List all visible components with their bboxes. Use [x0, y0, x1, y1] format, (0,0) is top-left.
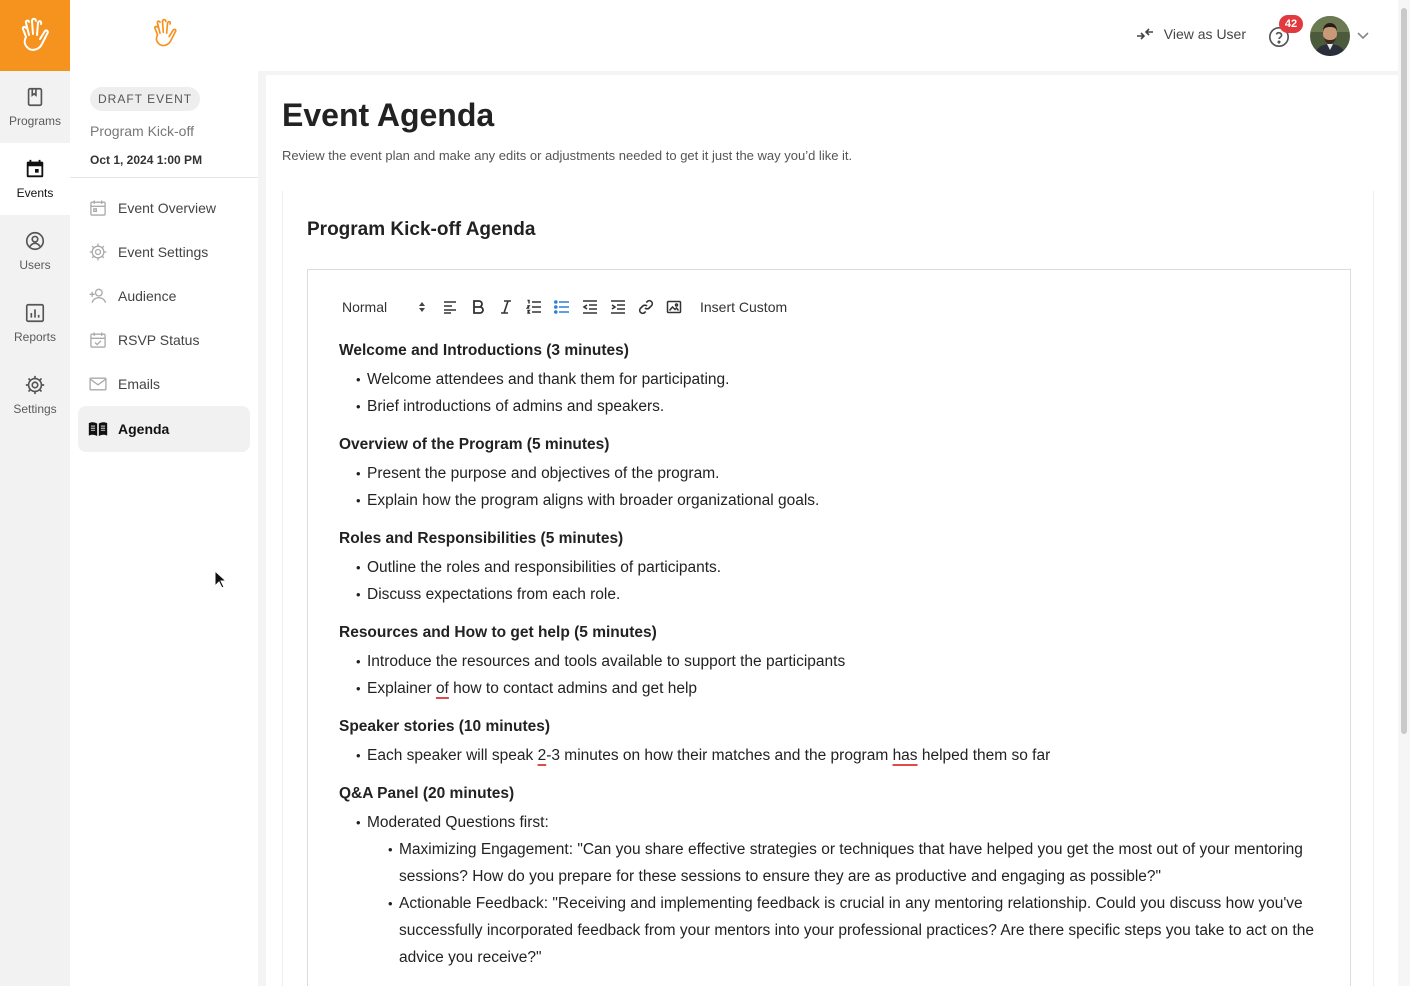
notification-badge: 42	[1279, 15, 1303, 33]
rail-item-settings[interactable]	[0, 359, 70, 431]
section-heading: Welcome and Introductions (3 minutes)	[339, 342, 629, 359]
agenda-section	[339, 524, 1319, 608]
agenda-section	[339, 712, 1319, 769]
rail-item-label: Users	[19, 258, 51, 272]
sidebar-item-label: Event Settings	[118, 244, 209, 260]
agenda-section	[339, 336, 1319, 420]
rail-item-users[interactable]	[0, 215, 70, 287]
chevron-down-icon[interactable]	[1356, 28, 1370, 42]
list-item: • Brief introductions of admins and speakers.	[339, 393, 1319, 420]
rail-item-events[interactable]	[0, 143, 70, 215]
indent-button[interactable]	[604, 296, 632, 318]
text-run: how to contact admins and get help	[448, 680, 698, 697]
user-circle-icon	[24, 230, 46, 252]
insert-custom-button[interactable]: Insert Custom	[700, 299, 788, 315]
text-run: Explainer	[367, 680, 436, 697]
sidebar-item-label: Emails	[118, 376, 161, 392]
link-button[interactable]	[632, 296, 660, 318]
top-bar	[70, 0, 1398, 71]
sidebar-item-event-overview[interactable]	[78, 186, 250, 230]
text-run: -3 minutes on how their matches and the program	[546, 747, 893, 764]
list-item	[339, 742, 1319, 769]
section-heading: Roles and Responsibilities (5 minutes)	[339, 530, 624, 547]
text-run: Each speaker will speak	[367, 747, 538, 764]
divider	[70, 177, 258, 178]
page-description: Review the event plan and make any edits or adjustments needed to get it just the way you’d like it.	[282, 148, 853, 163]
agenda-card	[282, 191, 1374, 986]
waving-hand-brand-icon	[150, 18, 180, 50]
event-date: Oct 1, 2024 1:00 PM	[90, 153, 203, 167]
add-person-icon	[88, 286, 108, 306]
rail-item-label: Reports	[13, 330, 57, 344]
sidebar-item-event-settings[interactable]	[78, 230, 250, 274]
calendar-check-icon	[88, 330, 108, 350]
app-logo[interactable]	[0, 0, 70, 71]
sidebar-item-rsvp-status[interactable]	[78, 318, 250, 362]
list-item: • Explain how the program aligns with broader organizational goals.	[339, 487, 1319, 514]
rail-item-label: Programs	[8, 114, 61, 128]
sidebar-item-audience[interactable]	[78, 274, 250, 318]
bold-button[interactable]	[464, 296, 492, 318]
waving-hand-logo-icon	[17, 17, 53, 55]
nested-list-item: • Maximizing Engagement: "Can you share effective strategies or techniques that have helped you get the most out of your mentoring sessions? How do you prepare for these sessions to ensure they are as productive and engaging as possible?"	[339, 836, 1319, 890]
agenda-card-title: Program Kick-off Agenda	[307, 219, 536, 240]
sidebar-item-label: Event Overview	[118, 200, 217, 216]
section-heading: Q&A Panel (20 minutes)	[339, 785, 515, 802]
list-item: • Present the purpose and objectives of the program.	[339, 460, 1319, 487]
avatar[interactable]	[1310, 16, 1350, 56]
section-heading: Resources and How to get help (5 minutes)	[339, 624, 657, 641]
agenda-section	[339, 779, 1319, 971]
list-item: • Outline the roles and responsibilities of participants.	[339, 554, 1319, 581]
main-content	[266, 75, 1398, 986]
gear-icon	[88, 242, 108, 262]
swap-arrows-icon	[1136, 27, 1154, 41]
left-rail	[0, 0, 70, 986]
rail-item-label: Events	[16, 186, 54, 200]
bar-chart-icon	[24, 302, 46, 324]
sidebar-item-agenda[interactable]	[78, 406, 250, 452]
view-as-user-label: View as User	[1163, 26, 1246, 42]
page-title: Event Agenda	[282, 97, 495, 133]
link-icon	[638, 299, 654, 315]
text-run: helped them so far	[917, 747, 1051, 764]
ordered-list-button[interactable]	[520, 296, 548, 318]
editor-toolbar	[338, 296, 787, 318]
bookmark-book-icon	[24, 86, 46, 108]
image-icon	[666, 299, 682, 315]
rail-item-label: Settings	[13, 402, 57, 416]
agenda-section	[339, 618, 1319, 702]
status-badge: DRAFT EVENT	[90, 87, 200, 111]
editor-content[interactable]	[339, 336, 1319, 981]
mouse-cursor-icon	[214, 570, 228, 590]
section-heading: Overview of the Program (5 minutes)	[339, 436, 610, 453]
list-item	[339, 675, 1319, 702]
view-as-user-button[interactable]	[1136, 26, 1246, 42]
list-item: • Discuss expectations from each role.	[339, 581, 1319, 608]
sidebar-item-emails[interactable]	[78, 362, 250, 406]
page-scrollbar[interactable]	[1398, 0, 1410, 986]
italic-button[interactable]	[492, 296, 520, 318]
list-item: • Welcome attendees and thank them for participating.	[339, 366, 1319, 393]
list-item: • Introduce the resources and tools available to support the participants	[339, 648, 1319, 675]
outdent-icon	[582, 299, 598, 315]
format-select[interactable]	[338, 299, 426, 315]
open-book-icon	[88, 419, 108, 439]
outdent-button[interactable]	[576, 296, 604, 318]
nested-list-item: • Actionable Feedback: "Receiving and implementing feedback is crucial in any mentoring relationship. Could you discuss how you've successfully incorporated feedback from your mentors into your professional practices? Are there specific steps you take to act on the advice you receive?"	[339, 890, 1319, 971]
spellcheck-word: of	[435, 680, 449, 697]
rail-item-programs[interactable]	[0, 71, 70, 143]
event-name: Program Kick-off	[90, 123, 194, 139]
rich-text-editor[interactable]	[307, 269, 1351, 986]
event-sidebar	[70, 71, 258, 986]
bullet-list-button[interactable]	[548, 296, 576, 318]
envelope-icon	[88, 374, 108, 394]
rail-item-reports[interactable]	[0, 287, 70, 359]
sidebar-item-label: Agenda	[118, 421, 170, 437]
align-button[interactable]	[436, 296, 464, 318]
section-heading: Speaker stories (10 minutes)	[339, 718, 551, 735]
list-item: • Moderated Questions first:	[339, 809, 1319, 836]
sidebar-item-label: Audience	[118, 288, 177, 304]
divider	[258, 71, 266, 986]
up-down-caret-icon	[418, 301, 426, 313]
image-button[interactable]	[660, 296, 688, 318]
bullet-list-icon	[554, 299, 570, 315]
user-avatar-icon	[1310, 16, 1350, 56]
spellcheck-word: has	[892, 747, 918, 764]
indent-icon	[610, 299, 626, 315]
calendar-outline-icon	[88, 198, 108, 218]
agenda-section	[339, 430, 1319, 514]
bold-icon	[470, 299, 486, 315]
event-nav-list	[70, 186, 258, 452]
scrollbar-thumb[interactable]	[1401, 8, 1407, 734]
calendar-icon	[24, 158, 46, 180]
sidebar-item-label: RSVP Status	[118, 332, 200, 348]
format-select-value: Normal	[342, 299, 388, 315]
italic-icon	[498, 299, 514, 315]
gear-icon	[24, 374, 46, 396]
ordered-list-icon	[526, 299, 542, 315]
align-left-icon	[442, 299, 458, 315]
spellcheck-word: 2	[537, 747, 547, 764]
